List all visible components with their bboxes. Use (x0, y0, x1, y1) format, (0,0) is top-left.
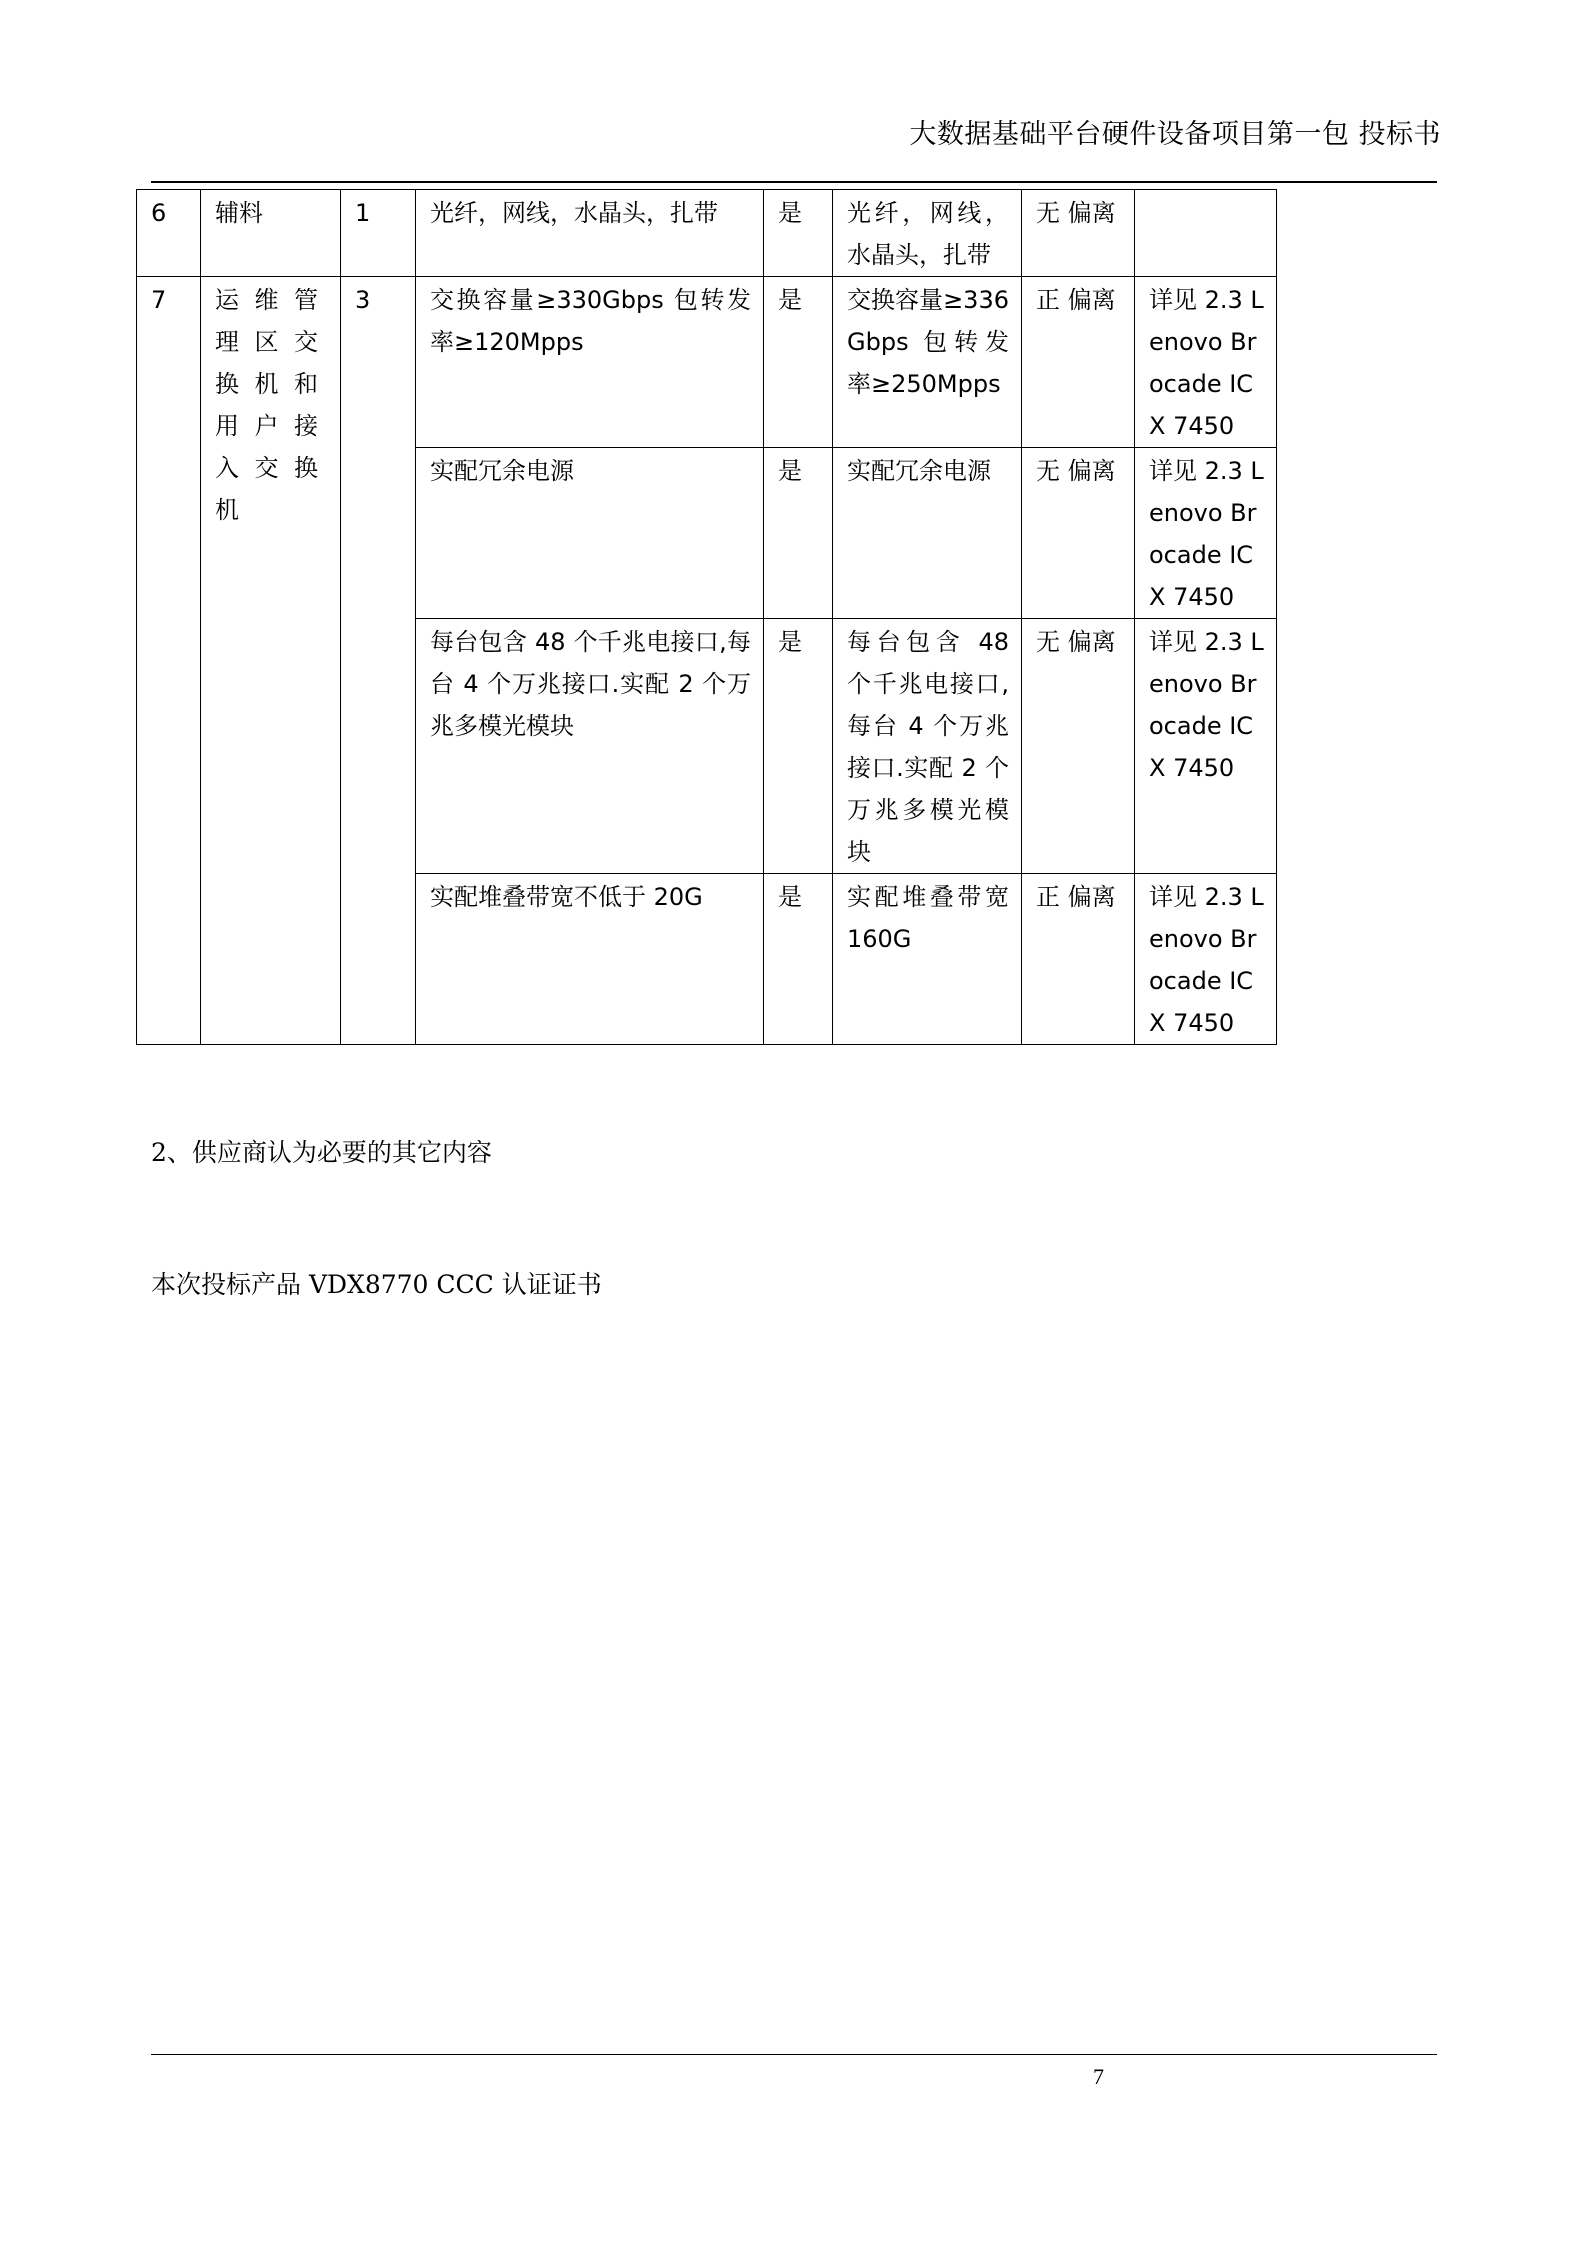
deviation-cell: 无 偏离 (1022, 619, 1135, 874)
header-rule (151, 181, 1437, 183)
item-name: 辅料 (201, 190, 341, 277)
reference-cell: 详见 2.3 Lenovo Brocade ICX 7450 (1135, 874, 1277, 1045)
deviation-cell: 正 偏离 (1022, 277, 1135, 448)
document-header-title: 大数据基础平台硬件设备项目第一包 投标书 (909, 119, 1441, 150)
compliant-cell: 是 (764, 277, 833, 448)
item-name: 运维管理区交换机和用户接入交换机 (201, 277, 341, 1045)
footer-rule (151, 2054, 1437, 2055)
compliant-cell: 是 (764, 190, 833, 277)
compliant-cell: 是 (764, 448, 833, 619)
other-content-heading: 2、供应商认为必要的其它内容 (151, 1138, 492, 1167)
item-quantity: 1 (341, 190, 416, 277)
requirement-cell: 交换容量≥330Gbps 包转发率≥120Mpps (416, 277, 764, 448)
deviation-cell: 无 偏离 (1022, 190, 1135, 277)
response-cell: 实配冗余电源 (833, 448, 1022, 619)
item-quantity: 3 (341, 277, 416, 1045)
requirement-cell: 实配堆叠带宽不低于 20G (416, 874, 764, 1045)
requirement-cell: 光纤，网线，水晶头，扎带 (416, 190, 764, 277)
spec-compliance-table (136, 189, 1277, 1045)
certificate-caption: 本次投标产品 VDX8770 CCC 认证证书 (151, 1270, 602, 1299)
deviation-cell: 正 偏离 (1022, 874, 1135, 1045)
table-row (137, 190, 1277, 277)
row-number: 6 (137, 190, 201, 277)
reference-cell: 详见 2.3 Lenovo Brocade ICX 7450 (1135, 448, 1277, 619)
page-number: 7 (1093, 2064, 1104, 2089)
requirement-cell: 每台包含 48 个千兆电接口,每台 4 个万兆接口.实配 2 个万兆多模光模块 (416, 619, 764, 874)
reference-cell (1135, 190, 1277, 277)
response-cell: 实配堆叠带宽 160G (833, 874, 1022, 1045)
reference-cell: 详见 2.3 Lenovo Brocade ICX 7450 (1135, 619, 1277, 874)
response-cell: 每台包含 48 个千兆电接口,每台 4 个万兆接口.实配 2 个万兆多模光模块 (833, 619, 1022, 874)
reference-cell: 详见 2.3 Lenovo Brocade ICX 7450 (1135, 277, 1277, 448)
table-row (137, 277, 1277, 448)
row-number: 7 (137, 277, 201, 1045)
requirement-cell: 实配冗余电源 (416, 448, 764, 619)
response-cell: 交换容量≥336Gbps 包转发率≥250Mpps (833, 277, 1022, 448)
compliant-cell: 是 (764, 874, 833, 1045)
compliant-cell: 是 (764, 619, 833, 874)
response-cell: 光纤，网线，水晶头，扎带 (833, 190, 1022, 277)
deviation-cell: 无 偏离 (1022, 448, 1135, 619)
